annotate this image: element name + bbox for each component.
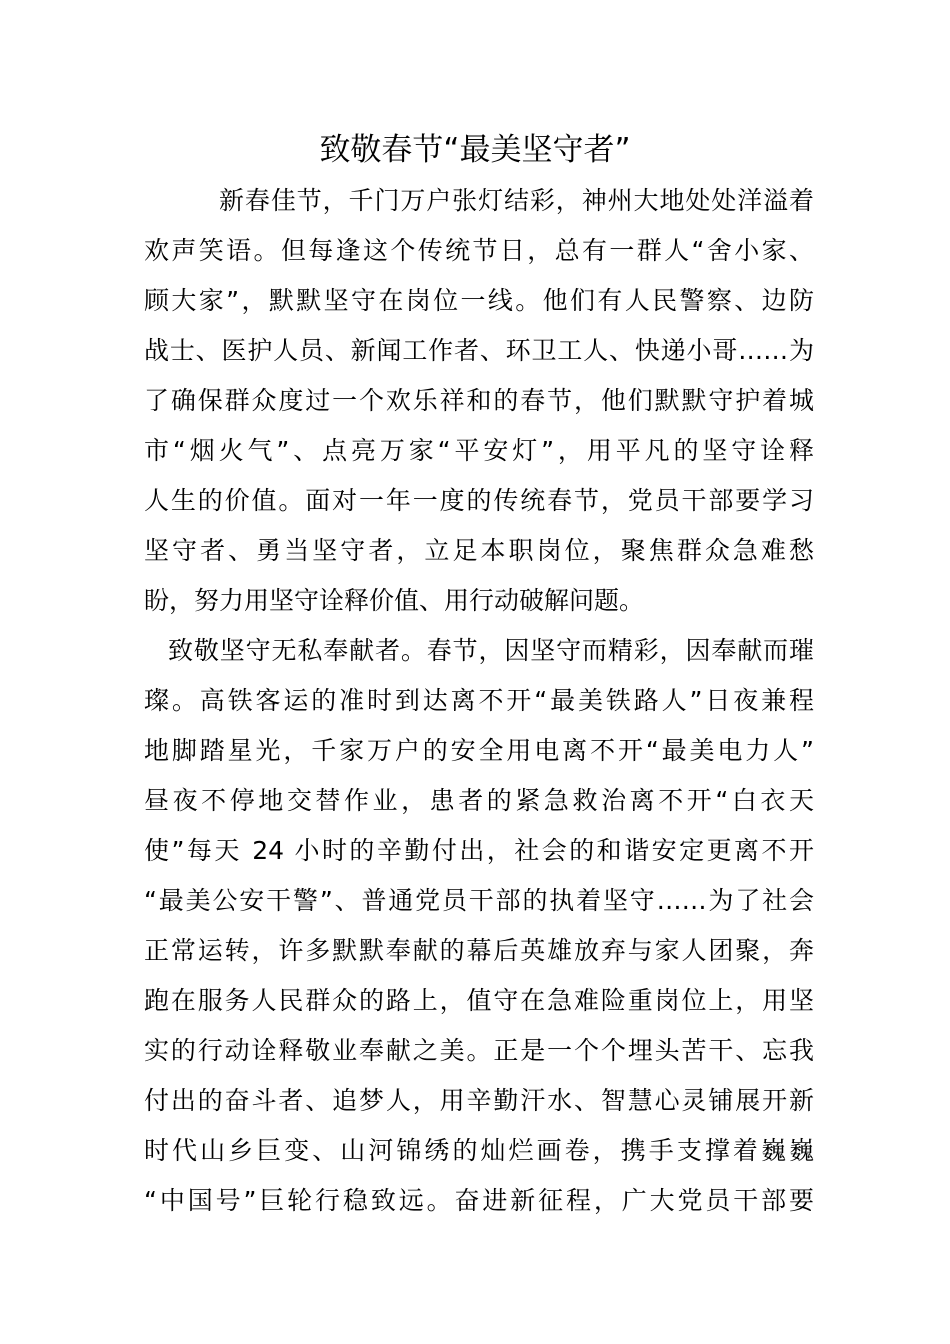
paragraph-2-line-3: 地脚踏星光，千家万户的安全用电离不开“最美电力人” [144,736,814,765]
paragraph-1-line-4: 战士、医护人员、新闻工作者、环卫工人、快递小哥……为 [144,336,814,365]
paragraph-1-line-1: 新春佳节，千门万户张灯结彩，神州大地处处洋溢着 [219,186,814,215]
paragraph-1-line-8: 坚守者、勇当坚守者，立足本职岗位，聚焦群众急难愁 [144,536,814,565]
paragraph-2-line-2: 璨。高铁客运的准时到达离不开“最美铁路人”日夜兼程 [144,686,814,715]
paragraph-1-line-7: 人生的价值。面对一年一度的传统春节，党员干部要学习 [144,486,814,515]
paragraph-2-line-11: 时代山乡巨变、山河锦绣的灿烂画卷，携手支撑着巍巍 [144,1136,814,1165]
paragraph-1-line-6: 市“烟火气”、点亮万家“平安灯”，用平凡的坚守诠释 [144,436,814,465]
paragraph-1-line-5: 了确保群众度过一个欢乐祥和的春节，他们默默守护着城 [144,386,814,415]
paragraph-2-line-5: 使”每天 24 小时的辛勤付出，社会的和谐安定更离不开 [144,836,814,865]
paragraph-2-line-10: 付出的奋斗者、追梦人，用辛勤汗水、智慧心灵铺展开新 [144,1086,814,1115]
paragraph-1-line-9: 盼，努力用坚守诠释价值、用行动破解问题。 [144,586,645,615]
paragraph-2-line-4: 昼夜不停地交替作业，患者的紧急救治离不开“白衣天 [144,786,814,815]
document-title: 致敬春节“最美坚守者” [319,132,631,168]
paragraph-2-line-6: “最美公安干警”、普通党员干部的执着坚守……为了社会 [144,886,814,915]
paragraph-2-line-1: 致敬坚守无私奉献者。春节，因坚守而精彩，因奉献而璀 [168,636,814,665]
paragraph-1-line-3: 顾大家”，默默坚守在岗位一线。他们有人民警察、边防 [144,286,814,315]
paragraph-2-line-12: “中国号”巨轮行稳致远。奋进新征程，广大党员干部要 [144,1186,814,1215]
paragraph-1-line-2: 欢声笑语。但每逢这个传统节日，总有一群人“舍小家、 [144,236,814,265]
paragraph-2-line-9: 实的行动诠释敬业奉献之美。正是一个个埋头苦干、忘我 [144,1036,814,1065]
paragraph-2-line-7: 正常运转，许多默默奉献的幕后英雄放弃与家人团聚，奔 [144,936,814,965]
paragraph-2-line-8: 跑在服务人民群众的路上，值守在急难险重岗位上，用坚 [144,986,814,1015]
